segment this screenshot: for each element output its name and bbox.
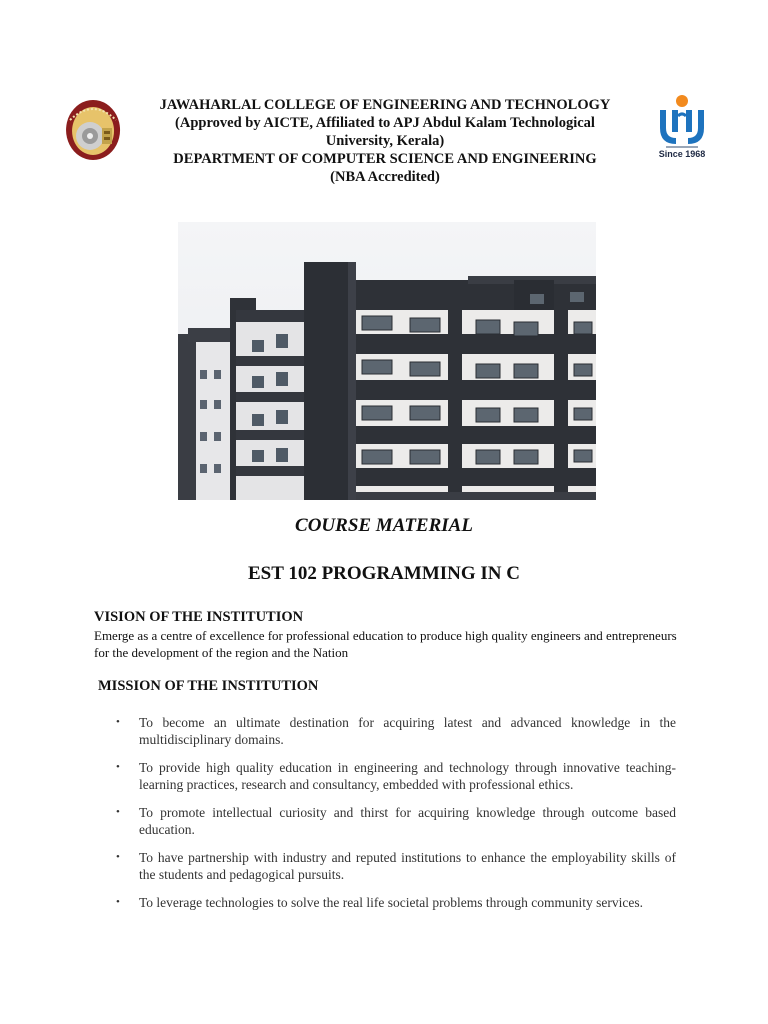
list-item: • To leverage technologies to solve the real life societal problems through community services. xyxy=(116,895,644,910)
since-year-label: Since 1968 xyxy=(658,149,706,159)
list-item: • To provide high quality education in engineering and technology through innovative teaching-learning practices, research and consultancy, embedded with professional ethics. xyxy=(116,760,676,792)
vision-text: Emerge as a centre of excellence for professional education to produce high quality engineers and entrepreneurs for the development of the region and the Nation xyxy=(94,628,677,660)
mission-list xyxy=(113,714,676,922)
approval-line: (Approved by AICTE, Affiliated to APJ Abdul Kalam Technological University, Kerala) xyxy=(175,115,595,149)
mission-heading: MISSION OF THE INSTITUTION xyxy=(98,678,319,694)
department-name: DEPARTMENT OF COMPUTER SCIENCE AND ENGINEERING xyxy=(173,151,597,167)
course-code-title: EST 102 PROGRAMMING IN C xyxy=(248,563,520,584)
list-item: • To become an ultimate destination for acquiring latest and advanced knowledge in the multidisciplinary domains. xyxy=(116,715,676,747)
bullet-icon: • xyxy=(116,896,120,908)
college-name: JAWAHARLAL COLLEGE OF ENGINEERING AND TECHNOLOGY xyxy=(159,97,611,113)
course-material-title: COURSE MATERIAL xyxy=(295,515,473,536)
vision-heading: VISION OF THE INSTITUTION xyxy=(94,609,304,625)
list-item: • To promote intellectual curiosity and thirst for acquiring knowledge through outcome based education. xyxy=(116,805,676,837)
trust-emblem-icon xyxy=(652,94,712,150)
bullet-icon: • xyxy=(116,761,120,773)
college-seal-logo xyxy=(64,98,122,172)
college-building-photo xyxy=(178,222,596,500)
bullet-icon: • xyxy=(116,716,120,728)
list-item: • To have partnership with industry and reputed institutions to enhance the employability skills of the students and pedagogical pursuits. xyxy=(116,850,676,882)
bullet-icon: • xyxy=(116,851,120,863)
institution-header xyxy=(140,96,630,186)
accreditation-line: (NBA Accredited) xyxy=(330,169,440,185)
trust-logo xyxy=(652,94,712,164)
bullet-icon: • xyxy=(116,806,120,818)
